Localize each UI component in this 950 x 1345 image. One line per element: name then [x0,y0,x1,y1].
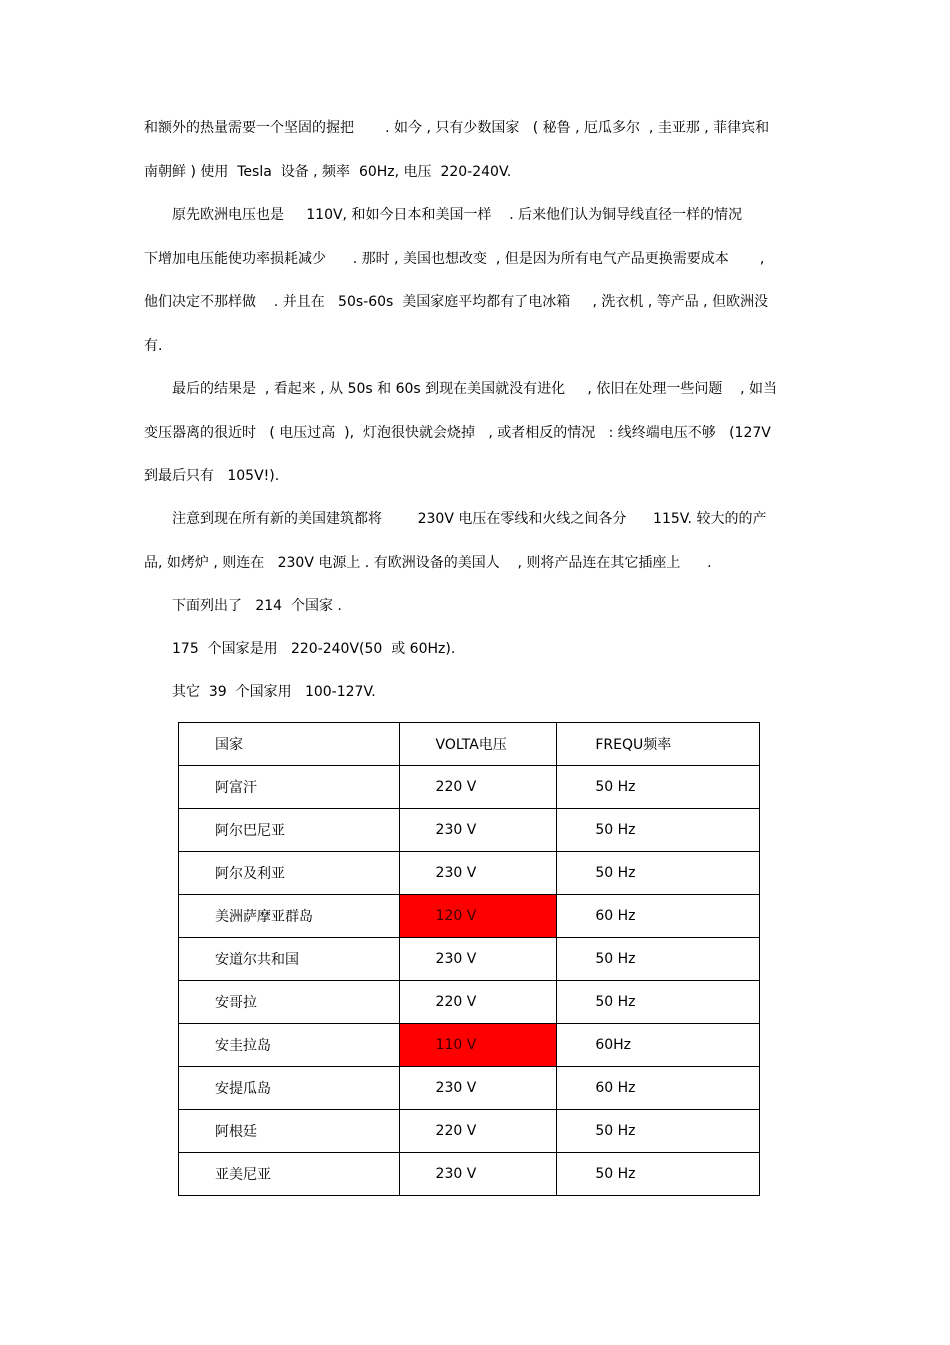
table-row [179,852,760,895]
cell-voltage: 120 V [399,895,557,938]
text-line: 南朝鲜 ) 使用 Tesla 设备 , 频率 60Hz, 电压 220-240V. [144,164,512,180]
table-row [179,1153,760,1196]
text-line: 品, 如烤炉 , 则连在 230V 电源上 . 有欧洲设备的美国人 , 则将产品连在其它插座上 . [144,555,712,571]
header-frequency: FREQU频率 [557,723,760,766]
cell-country: 安提瓜岛 [179,1067,400,1110]
text-line: 到最后只有 105V!). [144,468,280,484]
cell-voltage: 230 V [399,938,557,981]
table-row [179,895,760,938]
header-country: 国家 [179,723,400,766]
text-line: 和额外的热量需要一个坚固的握把 . 如今 , 只有少数国家 ( 秘鲁 , 厄瓜多尔 , 圭亚那 , 菲律宾和 [144,120,770,136]
table-row [179,1024,760,1067]
cell-voltage: 230 V [399,852,557,895]
voltage-table [178,722,760,1196]
text-line: 最后的结果是 , 看起来 , 从 50s 和 60s 到现在美国就没有进化 , 依旧在处理一些问题 , 如当 [172,381,778,397]
table-row [179,981,760,1024]
text-line: 原先欧洲电压也是 110V, 和如今日本和美国一样 . 后来他们认为铜导线直径一样的情况 [172,207,743,223]
cell-frequency: 50 Hz [557,938,760,981]
cell-frequency: 50 Hz [557,1153,760,1196]
cell-frequency: 60Hz [557,1024,760,1067]
text-line: 变压器离的很近时 ( 电压过高 ), 灯泡很快就会烧掉 , 或者相反的情况 : 线终端电压不够 (127V [144,425,771,441]
cell-frequency: 50 Hz [557,766,760,809]
cell-voltage: 220 V [399,766,557,809]
cell-country: 美洲萨摩亚群岛 [179,895,400,938]
cell-frequency: 50 Hz [557,981,760,1024]
cell-frequency: 50 Hz [557,1110,760,1153]
cell-country: 阿尔及利亚 [179,852,400,895]
cell-country: 亚美尼亚 [179,1153,400,1196]
table-row [179,766,760,809]
text-line: 175 个国家是用 220-240V(50 或 60Hz). [172,641,456,657]
cell-voltage: 220 V [399,981,557,1024]
cell-country: 安圭拉岛 [179,1024,400,1067]
table-row [179,938,760,981]
text-line: 注意到现在所有新的美国建筑都将 230V 电压在零线和火线之间各分 115V. 较大的的产 [172,511,767,527]
cell-frequency: 50 Hz [557,809,760,852]
cell-voltage: 230 V [399,809,557,852]
cell-frequency: 60 Hz [557,895,760,938]
table-header-row [179,723,760,766]
cell-voltage: 230 V [399,1067,557,1110]
text-line: 下增加电压能使功率损耗减少 . 那时 , 美国也想改变 , 但是因为所有电气产品更换需要成本 , [144,251,765,267]
table-row [179,1067,760,1110]
cell-country: 阿根廷 [179,1110,400,1153]
cell-voltage: 230 V [399,1153,557,1196]
cell-frequency: 60 Hz [557,1067,760,1110]
cell-country: 安哥拉 [179,981,400,1024]
cell-country: 安道尔共和国 [179,938,400,981]
text-line: 有. [144,338,163,354]
cell-country: 阿富汗 [179,766,400,809]
cell-voltage: 110 V [399,1024,557,1067]
text-line: 他们决定不那样做 . 并且在 50s-60s 美国家庭平均都有了电冰箱 , 洗衣机 , 等产品 , 但欧洲没 [144,294,769,310]
header-voltage: VOLTA电压 [399,723,557,766]
text-line: 下面列出了 214 个国家 . [172,598,342,614]
table-row [179,1110,760,1153]
cell-country: 阿尔巴尼亚 [179,809,400,852]
cell-frequency: 50 Hz [557,852,760,895]
text-line: 其它 39 个国家用 100-127V. [172,684,376,700]
cell-voltage: 220 V [399,1110,557,1153]
table-row [179,809,760,852]
